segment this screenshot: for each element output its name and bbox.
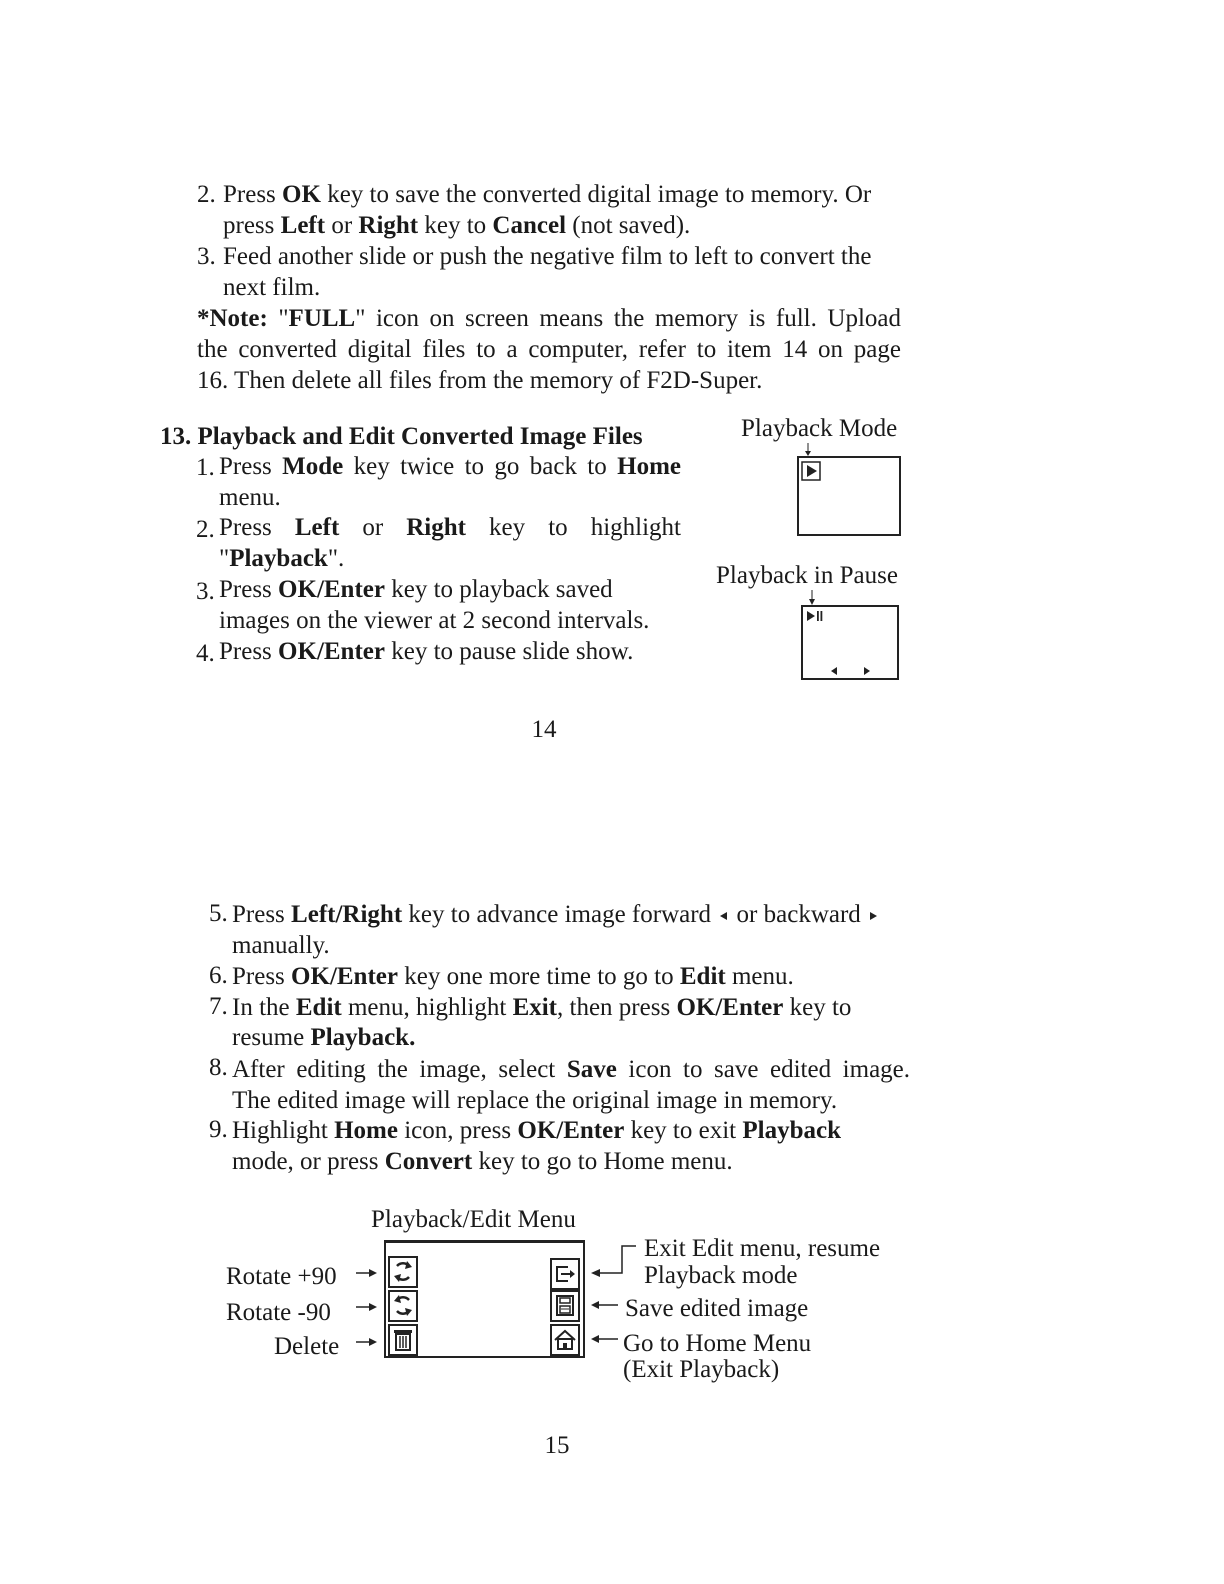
- text-run: menu.: [219, 484, 281, 511]
- text-run: Press: [223, 181, 283, 208]
- page-number: 15: [544, 1432, 570, 1459]
- section-title: Playback and Edit Converted Image Files: [197, 423, 643, 450]
- text-run: menu, highlight: [341, 994, 513, 1021]
- right-triangle-icon: [863, 666, 871, 676]
- down-arrow-icon: [806, 590, 818, 606]
- text-run: Press: [232, 901, 292, 928]
- step-line: [232, 1054, 910, 1085]
- text-run: key to pause slide show.: [384, 638, 634, 665]
- text-run: Press: [232, 963, 292, 990]
- playback-mode-screen: [797, 456, 901, 536]
- rotate-minus-label: Rotate -90: [226, 1299, 331, 1326]
- text-run: icon, press: [397, 1117, 518, 1144]
- menu-title: Playback/Edit Menu: [371, 1206, 576, 1233]
- text-run: Feed another slide or push the negative film to left to convert the: [223, 243, 872, 270]
- text-run: icon to save edited image.: [616, 1056, 911, 1083]
- step-line: [232, 992, 851, 1023]
- list-number: 3.: [197, 243, 216, 270]
- text-run: The edited image will replace the original image in memory.: [232, 1087, 838, 1114]
- section-heading: [160, 421, 643, 452]
- text-run: or backward: [730, 901, 868, 928]
- key-term: Exit: [512, 994, 558, 1021]
- key-term: OK/Enter: [278, 576, 385, 603]
- key-term: Mode: [282, 453, 344, 480]
- text-run: or: [325, 212, 359, 239]
- key-term: Left: [280, 212, 326, 239]
- rotate-plus-90-icon: [388, 1256, 418, 1288]
- step-number: 8.: [209, 1054, 228, 1081]
- right-arrow-icon: [356, 1337, 378, 1347]
- step-number: 6.: [209, 962, 228, 989]
- left-triangle-icon: [830, 666, 838, 676]
- playback-pause-label: Playback in Pause: [716, 562, 898, 589]
- text-run: After editing the image, select: [232, 1056, 567, 1083]
- left-arrow-icon: [590, 1300, 618, 1310]
- key-term: Save: [566, 1056, 617, 1083]
- step-line: [219, 482, 281, 513]
- note-label: Note:: [209, 305, 268, 332]
- key-term: OK/Enter: [676, 994, 784, 1021]
- key-term: OK/Enter: [278, 638, 385, 665]
- left-arrow-icon: [590, 1334, 618, 1344]
- key-term: Edit: [679, 963, 726, 990]
- step-number: 4.: [196, 640, 215, 667]
- text-run: Press: [219, 576, 279, 603]
- step-line: [232, 930, 330, 961]
- exit-icon: [550, 1258, 580, 1290]
- text-run: key to exit: [624, 1117, 743, 1144]
- key-term: Convert: [384, 1148, 473, 1175]
- note-asterisk: *: [197, 305, 210, 332]
- text-run: key to playback saved: [384, 576, 613, 603]
- list-number: 2.: [197, 181, 216, 208]
- text-run: key to: [783, 994, 852, 1021]
- save-label: Save edited image: [625, 1295, 809, 1322]
- text-run: key to advance image forward: [402, 901, 718, 928]
- exit-label-line2: Playback mode: [644, 1262, 798, 1289]
- key-term: Right: [406, 514, 466, 541]
- text-run: key twice to go back to: [343, 453, 618, 480]
- key-term: OK/Enter: [291, 963, 398, 990]
- text-run: next film.: [223, 274, 321, 301]
- exit-label-line1: Exit Edit menu, resume: [644, 1235, 881, 1262]
- trash-icon: [388, 1324, 418, 1356]
- right-triangle-icon: [869, 911, 878, 921]
- key-term: Playback.: [310, 1024, 416, 1051]
- text-run: ".: [327, 545, 345, 572]
- home-label-line1: Go to Home Menu: [623, 1330, 812, 1357]
- text-run: Press: [219, 638, 279, 665]
- playback-pause-screen: [801, 605, 899, 680]
- step-line: [219, 512, 681, 543]
- key-term: Right: [358, 212, 419, 239]
- step-number: 5.: [209, 900, 228, 927]
- step-line: [232, 1146, 733, 1177]
- page-number: 14: [531, 716, 557, 743]
- right-arrow-icon: [356, 1268, 378, 1278]
- list-item-line: [223, 210, 690, 241]
- step-number: 2.: [196, 516, 215, 543]
- note-line: [197, 303, 901, 334]
- note-text: " icon on screen means the memory is full. Upload: [355, 305, 901, 332]
- step-number: 1.: [196, 454, 215, 481]
- key-term: Home: [617, 453, 681, 480]
- key-term: Cancel: [492, 212, 567, 239]
- text-run: or: [339, 514, 407, 541]
- text-run: resume: [232, 1024, 311, 1051]
- step-line: [232, 961, 794, 992]
- text-run: Highlight: [232, 1117, 335, 1144]
- playback-mode-label: Playback Mode: [741, 415, 898, 442]
- key-term: Left: [294, 514, 340, 541]
- text-run: images on the viewer at 2 second intervals.: [219, 607, 650, 634]
- text-run: key one more time to go to: [397, 963, 680, 990]
- step-line: [219, 543, 344, 574]
- key-term: Playback: [742, 1117, 841, 1144]
- left-bracket-arrow-icon: [590, 1244, 638, 1278]
- step-number: 9.: [209, 1116, 228, 1143]
- text-run: , then press: [557, 994, 677, 1021]
- note-text: ": [267, 305, 289, 332]
- play-icon: [801, 461, 821, 481]
- key-term: Home: [334, 1117, 398, 1144]
- key-term: OK: [282, 181, 321, 208]
- rotate-minus-90-icon: [388, 1290, 418, 1322]
- key-term: Playback: [229, 545, 328, 572]
- section-number: 13.: [160, 423, 192, 450]
- list-item-line: [223, 272, 320, 303]
- step-line: [232, 1022, 415, 1053]
- delete-label: Delete: [274, 1333, 340, 1360]
- text-run: Press: [219, 514, 295, 541]
- step-number: 7.: [209, 993, 228, 1020]
- text-run: key to highlight: [465, 514, 682, 541]
- save-icon: [550, 1290, 580, 1322]
- play-pause-icon: [806, 610, 824, 622]
- note-full: FULL: [288, 305, 356, 332]
- note-line: 16. Then delete all files from the memory of F2D-Super.: [197, 367, 763, 394]
- text-run: mode, or press: [232, 1148, 385, 1175]
- text-run: key to go to Home menu.: [472, 1148, 733, 1175]
- step-line: [232, 1085, 837, 1116]
- home-icon: [550, 1324, 580, 1356]
- key-term: Edit: [295, 994, 342, 1021]
- step-line: [219, 451, 681, 482]
- step-line: [232, 899, 880, 930]
- step-line: [219, 636, 633, 667]
- key-term: Left/Right: [291, 901, 403, 928]
- text-run: manually.: [232, 932, 330, 959]
- text-run: Press: [219, 453, 283, 480]
- right-arrow-icon: [356, 1302, 378, 1312]
- down-arrow-icon: [802, 443, 814, 457]
- step-line: [219, 574, 613, 605]
- text-run: key to save the converted digital image to memory. Or: [320, 181, 872, 208]
- step-line: [219, 605, 649, 636]
- text-run: key to: [418, 212, 493, 239]
- home-label-line2: (Exit Playback): [623, 1356, 780, 1383]
- text-run: (not saved).: [566, 212, 691, 239]
- note-line: the converted digital files to a computer, refer to item 14 on page: [197, 336, 901, 363]
- step-line: [232, 1115, 841, 1146]
- text-run: menu.: [725, 963, 794, 990]
- rotate-plus-label: Rotate +90: [226, 1263, 337, 1290]
- list-item-line: [223, 179, 871, 210]
- step-number: 3.: [196, 578, 215, 605]
- text-run: In the: [232, 994, 296, 1021]
- key-term: OK/Enter: [517, 1117, 625, 1144]
- list-item-line: [223, 241, 871, 272]
- left-triangle-icon: [719, 911, 728, 921]
- text-run: ": [219, 545, 230, 572]
- text-run: press: [223, 212, 281, 239]
